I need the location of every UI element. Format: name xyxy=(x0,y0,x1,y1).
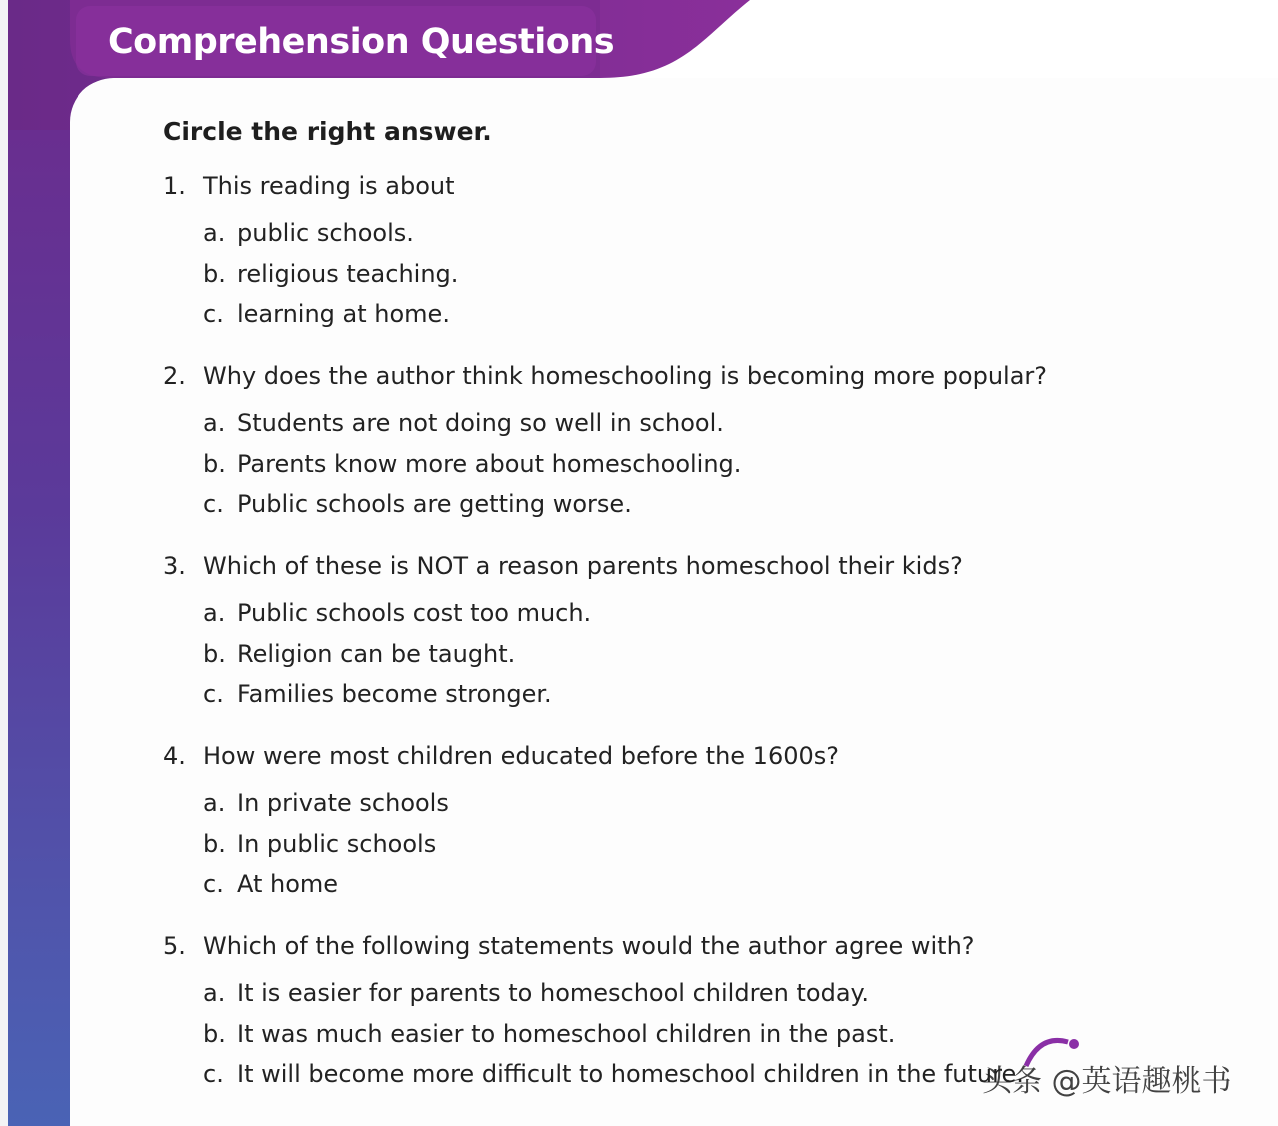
option-text: Families become stronger. xyxy=(237,680,552,708)
option-text: It was much easier to homeschool children in the past. xyxy=(237,1019,896,1048)
option-letter: b. xyxy=(203,829,226,858)
option-text: It will become more difficult to homeschool children in the future. xyxy=(237,1060,1024,1088)
page-title: Comprehension Questions xyxy=(108,22,615,62)
question-text: Which of the following statements would the author agree with? xyxy=(203,932,975,960)
side-strip xyxy=(0,0,78,1126)
answer-option[interactable] xyxy=(163,789,839,830)
question-text: How were most children educated before the 1600s? xyxy=(203,742,839,770)
option-text: Public schools cost too much. xyxy=(237,599,592,627)
page-edge xyxy=(0,0,8,1126)
option-text: Religion can be taught. xyxy=(237,639,516,668)
question-4 xyxy=(163,742,839,911)
answer-option[interactable] xyxy=(163,640,963,681)
answer-option[interactable] xyxy=(163,490,1047,531)
answer-option[interactable] xyxy=(163,830,839,871)
option-text: Parents know more about homeschooling. xyxy=(237,449,742,478)
answer-option[interactable] xyxy=(163,409,1047,450)
option-letter: b. xyxy=(203,259,226,288)
instruction-heading: Circle the right answer. xyxy=(163,117,492,146)
answer-option[interactable] xyxy=(163,680,963,721)
option-text: religious teaching. xyxy=(237,259,459,288)
question-text: Which of these is NOT a reason parents homeschool their kids? xyxy=(203,552,963,580)
answer-option[interactable] xyxy=(163,260,458,301)
question-stem xyxy=(163,552,963,592)
question-stem xyxy=(163,742,839,782)
question-number: 4. xyxy=(163,742,186,770)
question-3 xyxy=(163,552,963,721)
answer-option[interactable] xyxy=(163,979,1024,1020)
question-text: This reading is about xyxy=(203,172,455,200)
option-letter: c. xyxy=(203,870,224,898)
option-text: Public schools are getting worse. xyxy=(237,490,632,518)
answer-option[interactable] xyxy=(163,1020,1024,1061)
option-text: Students are not doing so well in school. xyxy=(237,409,724,437)
question-1 xyxy=(163,172,458,341)
question-stem xyxy=(163,362,1047,402)
option-letter: a. xyxy=(203,409,226,437)
question-number: 2. xyxy=(163,362,186,390)
option-text: In private schools xyxy=(237,789,449,817)
option-letter: a. xyxy=(203,599,226,627)
question-number: 5. xyxy=(163,932,186,960)
option-text: public schools. xyxy=(237,219,414,247)
option-letter: c. xyxy=(203,300,224,328)
option-letter: a. xyxy=(203,219,226,247)
question-stem xyxy=(163,172,458,212)
answer-option[interactable] xyxy=(163,870,839,911)
option-letter: a. xyxy=(203,789,226,817)
option-text: In public schools xyxy=(237,829,437,858)
option-letter: c. xyxy=(203,1060,224,1088)
option-letter: b. xyxy=(203,639,226,668)
question-text: Why does the author think homeschooling is becoming more popular? xyxy=(203,362,1048,390)
option-text: learning at home. xyxy=(237,300,450,328)
option-letter: b. xyxy=(203,449,226,478)
question-2 xyxy=(163,362,1047,531)
question-number: 3. xyxy=(163,552,186,580)
option-text: It is easier for parents to homeschool children today. xyxy=(237,979,869,1007)
answer-option[interactable] xyxy=(163,1060,1024,1101)
option-letter: b. xyxy=(203,1019,226,1048)
option-letter: a. xyxy=(203,979,226,1007)
question-5 xyxy=(163,932,1024,1101)
question-number: 1. xyxy=(163,172,186,200)
option-letter: c. xyxy=(203,490,224,518)
option-text: At home xyxy=(237,870,339,898)
watermark: 头条 @英语趣桃书 xyxy=(982,1064,1232,1099)
option-letter: c. xyxy=(203,680,224,708)
answer-option[interactable] xyxy=(163,450,1047,491)
question-stem xyxy=(163,932,1024,972)
answer-option[interactable] xyxy=(163,599,963,640)
answer-option[interactable] xyxy=(163,300,458,341)
answer-option[interactable] xyxy=(163,219,458,260)
